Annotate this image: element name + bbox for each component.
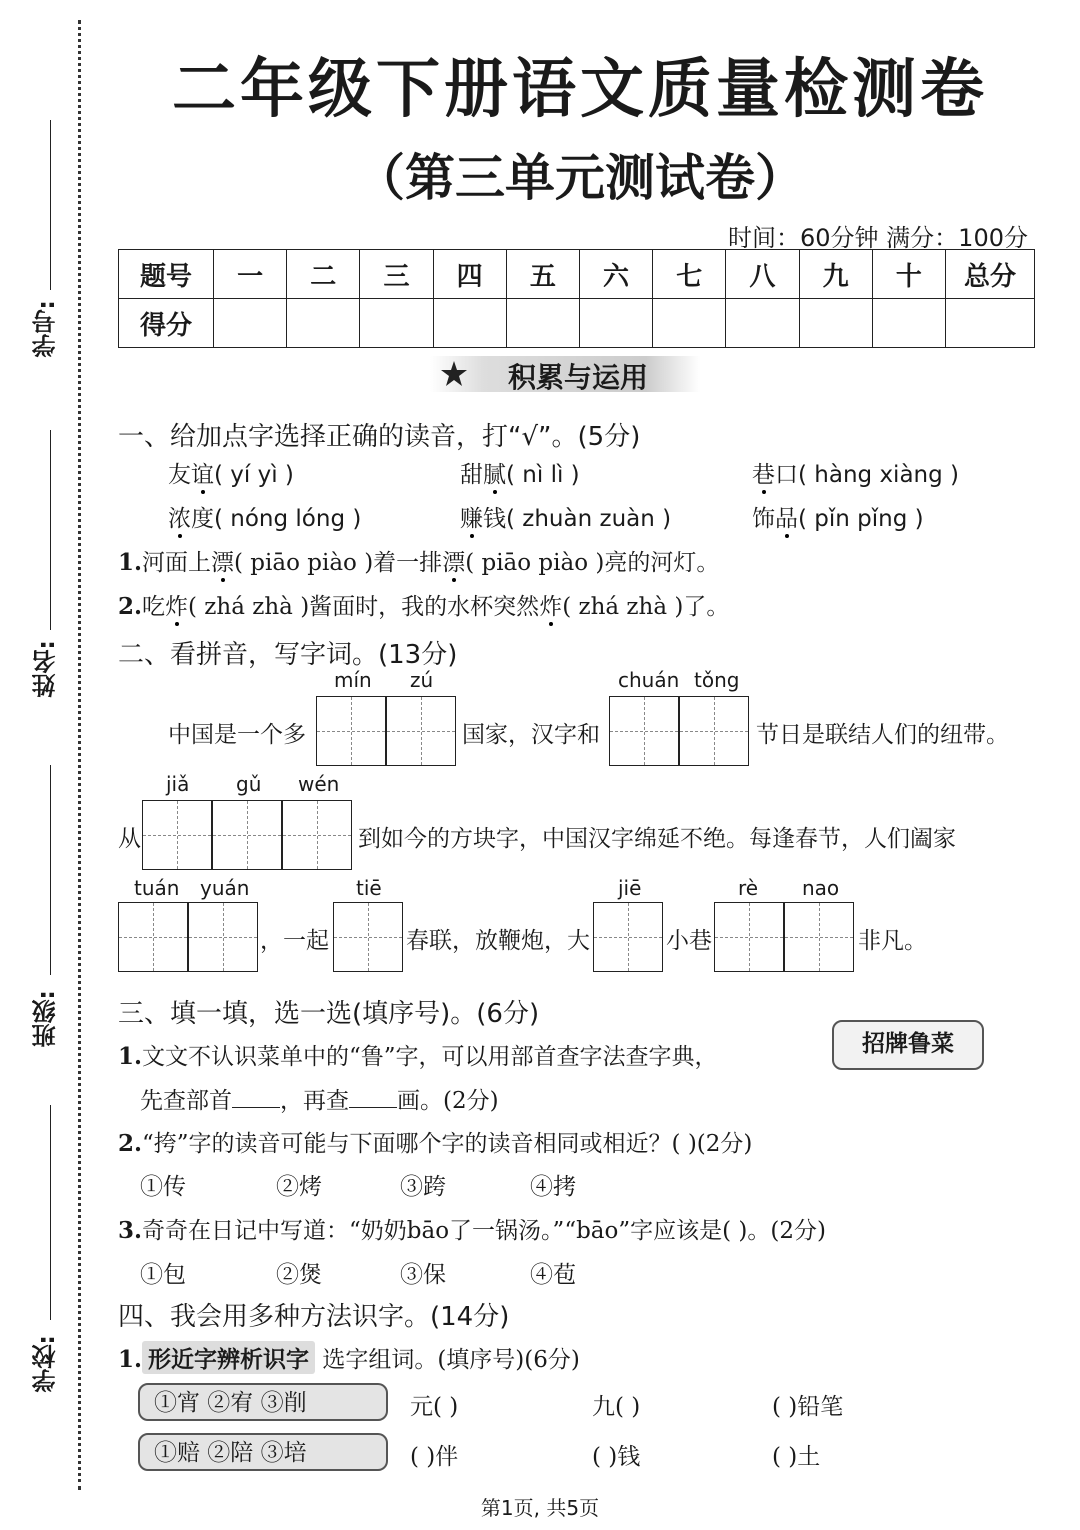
q4-answer[interactable]: ( )钱 <box>592 1444 641 1470</box>
q1-item: 饰品( pǐn pǐng ) <box>752 506 924 532</box>
name-label: 姓名: <box>32 640 60 698</box>
page-subtitle: （第三单元测试卷） <box>355 149 805 207</box>
pinyin-label: jiǎ <box>166 772 190 796</box>
q4-answer[interactable]: 元( ) <box>410 1394 459 1420</box>
page-footer: 第1页, 共5页 <box>480 1496 600 1520</box>
q3-s3-option: ②煲 <box>276 1262 322 1288</box>
score-cell[interactable] <box>653 299 726 348</box>
q2-text: 到如今的方块字，中国汉字绵延不绝。每逢春节，人们阖家 <box>358 826 956 852</box>
method-tag: 形近字辨析识字 <box>142 1341 315 1374</box>
q3-s2-option: ④拷 <box>530 1174 576 1200</box>
score-header-cell: 题号 <box>119 250 214 299</box>
score-cell[interactable] <box>579 299 652 348</box>
score-table-header-row <box>119 250 1035 299</box>
q3-heading: 三、填一填，选一选(填序号)。(6分) <box>118 999 540 1029</box>
score-header-cell: 八 <box>726 250 799 299</box>
score-header-cell: 七 <box>653 250 726 299</box>
writing-box[interactable] <box>593 902 663 972</box>
q2-text: 从 <box>118 826 141 852</box>
q4-answer[interactable]: ( )伴 <box>410 1444 459 1470</box>
q1-item: 巷口( hàng xiàng ) <box>752 462 959 488</box>
binding-dotted-line <box>78 20 81 1490</box>
writing-box[interactable] <box>142 800 212 870</box>
score-cell[interactable] <box>726 299 799 348</box>
score-cell[interactable] <box>946 299 1035 348</box>
writing-box[interactable] <box>679 696 749 766</box>
q4-answer[interactable]: 九( ) <box>592 1394 641 1420</box>
q4-answer[interactable]: ( )土 <box>772 1444 821 1470</box>
pinyin-label: zú <box>410 668 434 692</box>
q2-text: 非凡。 <box>858 928 927 954</box>
char-options-box: ①赔 ②陪 ③培 <box>138 1433 388 1471</box>
score-header-cell: 四 <box>433 250 506 299</box>
writing-box[interactable] <box>282 800 352 870</box>
char-options-box: ①宵 ②宥 ③削 <box>138 1383 388 1421</box>
q3-s1-line2: 先查部首 ，再查 画。(2分) <box>140 1088 499 1114</box>
q1-item: 浓度( nóng lóng ) <box>168 506 362 532</box>
writing-box[interactable] <box>386 696 456 766</box>
score-cell[interactable] <box>214 299 287 348</box>
q1-item: 甜腻( nì lì ) <box>460 462 580 488</box>
q3-s2-option: ①传 <box>140 1174 186 1200</box>
writing-box[interactable] <box>212 800 282 870</box>
school-line <box>50 1105 51 1320</box>
q3-s3-option: ④苞 <box>530 1262 576 1288</box>
q2-text: 国家，汉字和 <box>462 722 600 748</box>
pinyin-label: rè <box>738 876 759 900</box>
q4-s1: 1. 形近字辨析识字 选字组词。(填序号)(6分) <box>118 1341 580 1374</box>
q2-text: 节日是联结人们的纽带。 <box>756 722 1009 748</box>
pinyin-label: nao <box>802 876 840 900</box>
star-burst-icon <box>440 360 468 388</box>
score-header-cell: 九 <box>799 250 872 299</box>
answer-blank[interactable] <box>232 1106 280 1108</box>
writing-box[interactable] <box>714 902 784 972</box>
score-row-label: 得分 <box>119 299 214 348</box>
q1-sentence-1: 1.河面上漂( piāo piào )着一排漂( piāo piào )亮的河灯。 <box>118 549 720 576</box>
pinyin-label: tuán <box>134 876 180 900</box>
page-title: 二年级下册语文质量检测卷 <box>172 53 988 127</box>
writing-box[interactable] <box>118 902 188 972</box>
score-header-cell: 五 <box>506 250 579 299</box>
class-line <box>50 765 51 975</box>
score-cell[interactable] <box>799 299 872 348</box>
answer-blank[interactable] <box>349 1106 397 1108</box>
score-cell[interactable] <box>433 299 506 348</box>
writing-box[interactable] <box>188 902 258 972</box>
q2-text: 春联，放鞭炮，大 <box>406 928 590 954</box>
score-table <box>118 249 1035 348</box>
writing-box[interactable] <box>784 902 854 972</box>
score-cell[interactable] <box>287 299 360 348</box>
score-cell[interactable] <box>872 299 945 348</box>
score-header-cell: 一 <box>214 250 287 299</box>
time-info: 时间：60分钟 满分：100分 <box>728 224 1028 252</box>
pinyin-label: gǔ <box>236 772 262 796</box>
section-title: 积累与运用 <box>508 361 649 394</box>
score-header-cell: 十 <box>872 250 945 299</box>
q3-s2-option: ②烤 <box>276 1174 322 1200</box>
writing-box[interactable] <box>316 696 386 766</box>
q2-heading: 二、看拼音，写字词。(13分) <box>118 640 458 670</box>
pinyin-label: wén <box>298 772 340 796</box>
q2-text: ，一起 <box>260 928 329 954</box>
q4-answer[interactable]: ( )铅笔 <box>772 1394 844 1420</box>
pinyin-label: tiē <box>356 876 382 900</box>
writing-box[interactable] <box>333 902 403 972</box>
class-label: 班级: <box>32 990 60 1048</box>
q1-item: 赚钱( zhuàn zuàn ) <box>460 506 672 532</box>
q3-s3-option: ③保 <box>400 1262 446 1288</box>
student-id-label: 学号: <box>32 300 60 358</box>
q1-heading: 一、给加点字选择正确的读音，打“√”。(5分) <box>118 422 641 452</box>
score-header-cell: 总分 <box>946 250 1035 299</box>
q1-item: 友谊( yí yì ) <box>168 462 294 488</box>
score-header-cell: 二 <box>287 250 360 299</box>
menu-sign: 招牌鲁菜 <box>832 1020 984 1070</box>
q3-s1-line1: 1.文文不认识菜单中的“鲁”字，可以用部首查字法查字典， <box>118 1043 718 1070</box>
q1-sentence-2: 2.吃炸( zhá zhà )酱面时，我的水杯突然炸( zhá zhà )了。 <box>118 593 730 620</box>
q2-text: 小巷 <box>666 928 712 954</box>
score-table-score-row <box>119 299 1035 348</box>
name-line <box>50 430 51 630</box>
score-cell[interactable] <box>506 299 579 348</box>
q3-s3-option: ①包 <box>140 1262 186 1288</box>
score-header-cell: 三 <box>360 250 433 299</box>
student-id-line <box>50 120 51 290</box>
q3-s3: 3.奇奇在日记中写道：“奶奶bāo了一锅汤。”“bāo”字应该是( )。(2分) <box>118 1217 826 1244</box>
pinyin-label: mín <box>334 668 372 692</box>
q4-heading: 四、我会用多种方法识字。(14分) <box>118 1302 510 1332</box>
school-label: 学校: <box>32 1335 60 1393</box>
score-header-cell: 六 <box>579 250 652 299</box>
pinyin-label: tǒng <box>694 668 740 692</box>
pinyin-label: jiē <box>618 876 642 900</box>
q3-s2-option: ③跨 <box>400 1174 446 1200</box>
score-cell[interactable] <box>360 299 433 348</box>
writing-box[interactable] <box>609 696 679 766</box>
q2-text: 中国是一个多 <box>168 722 306 748</box>
pinyin-label: yuán <box>200 876 250 900</box>
q3-s2: 2.“挎”字的读音可能与下面哪个字的读音相同或相近？( )(2分) <box>118 1130 753 1157</box>
pinyin-label: chuán <box>618 668 680 692</box>
